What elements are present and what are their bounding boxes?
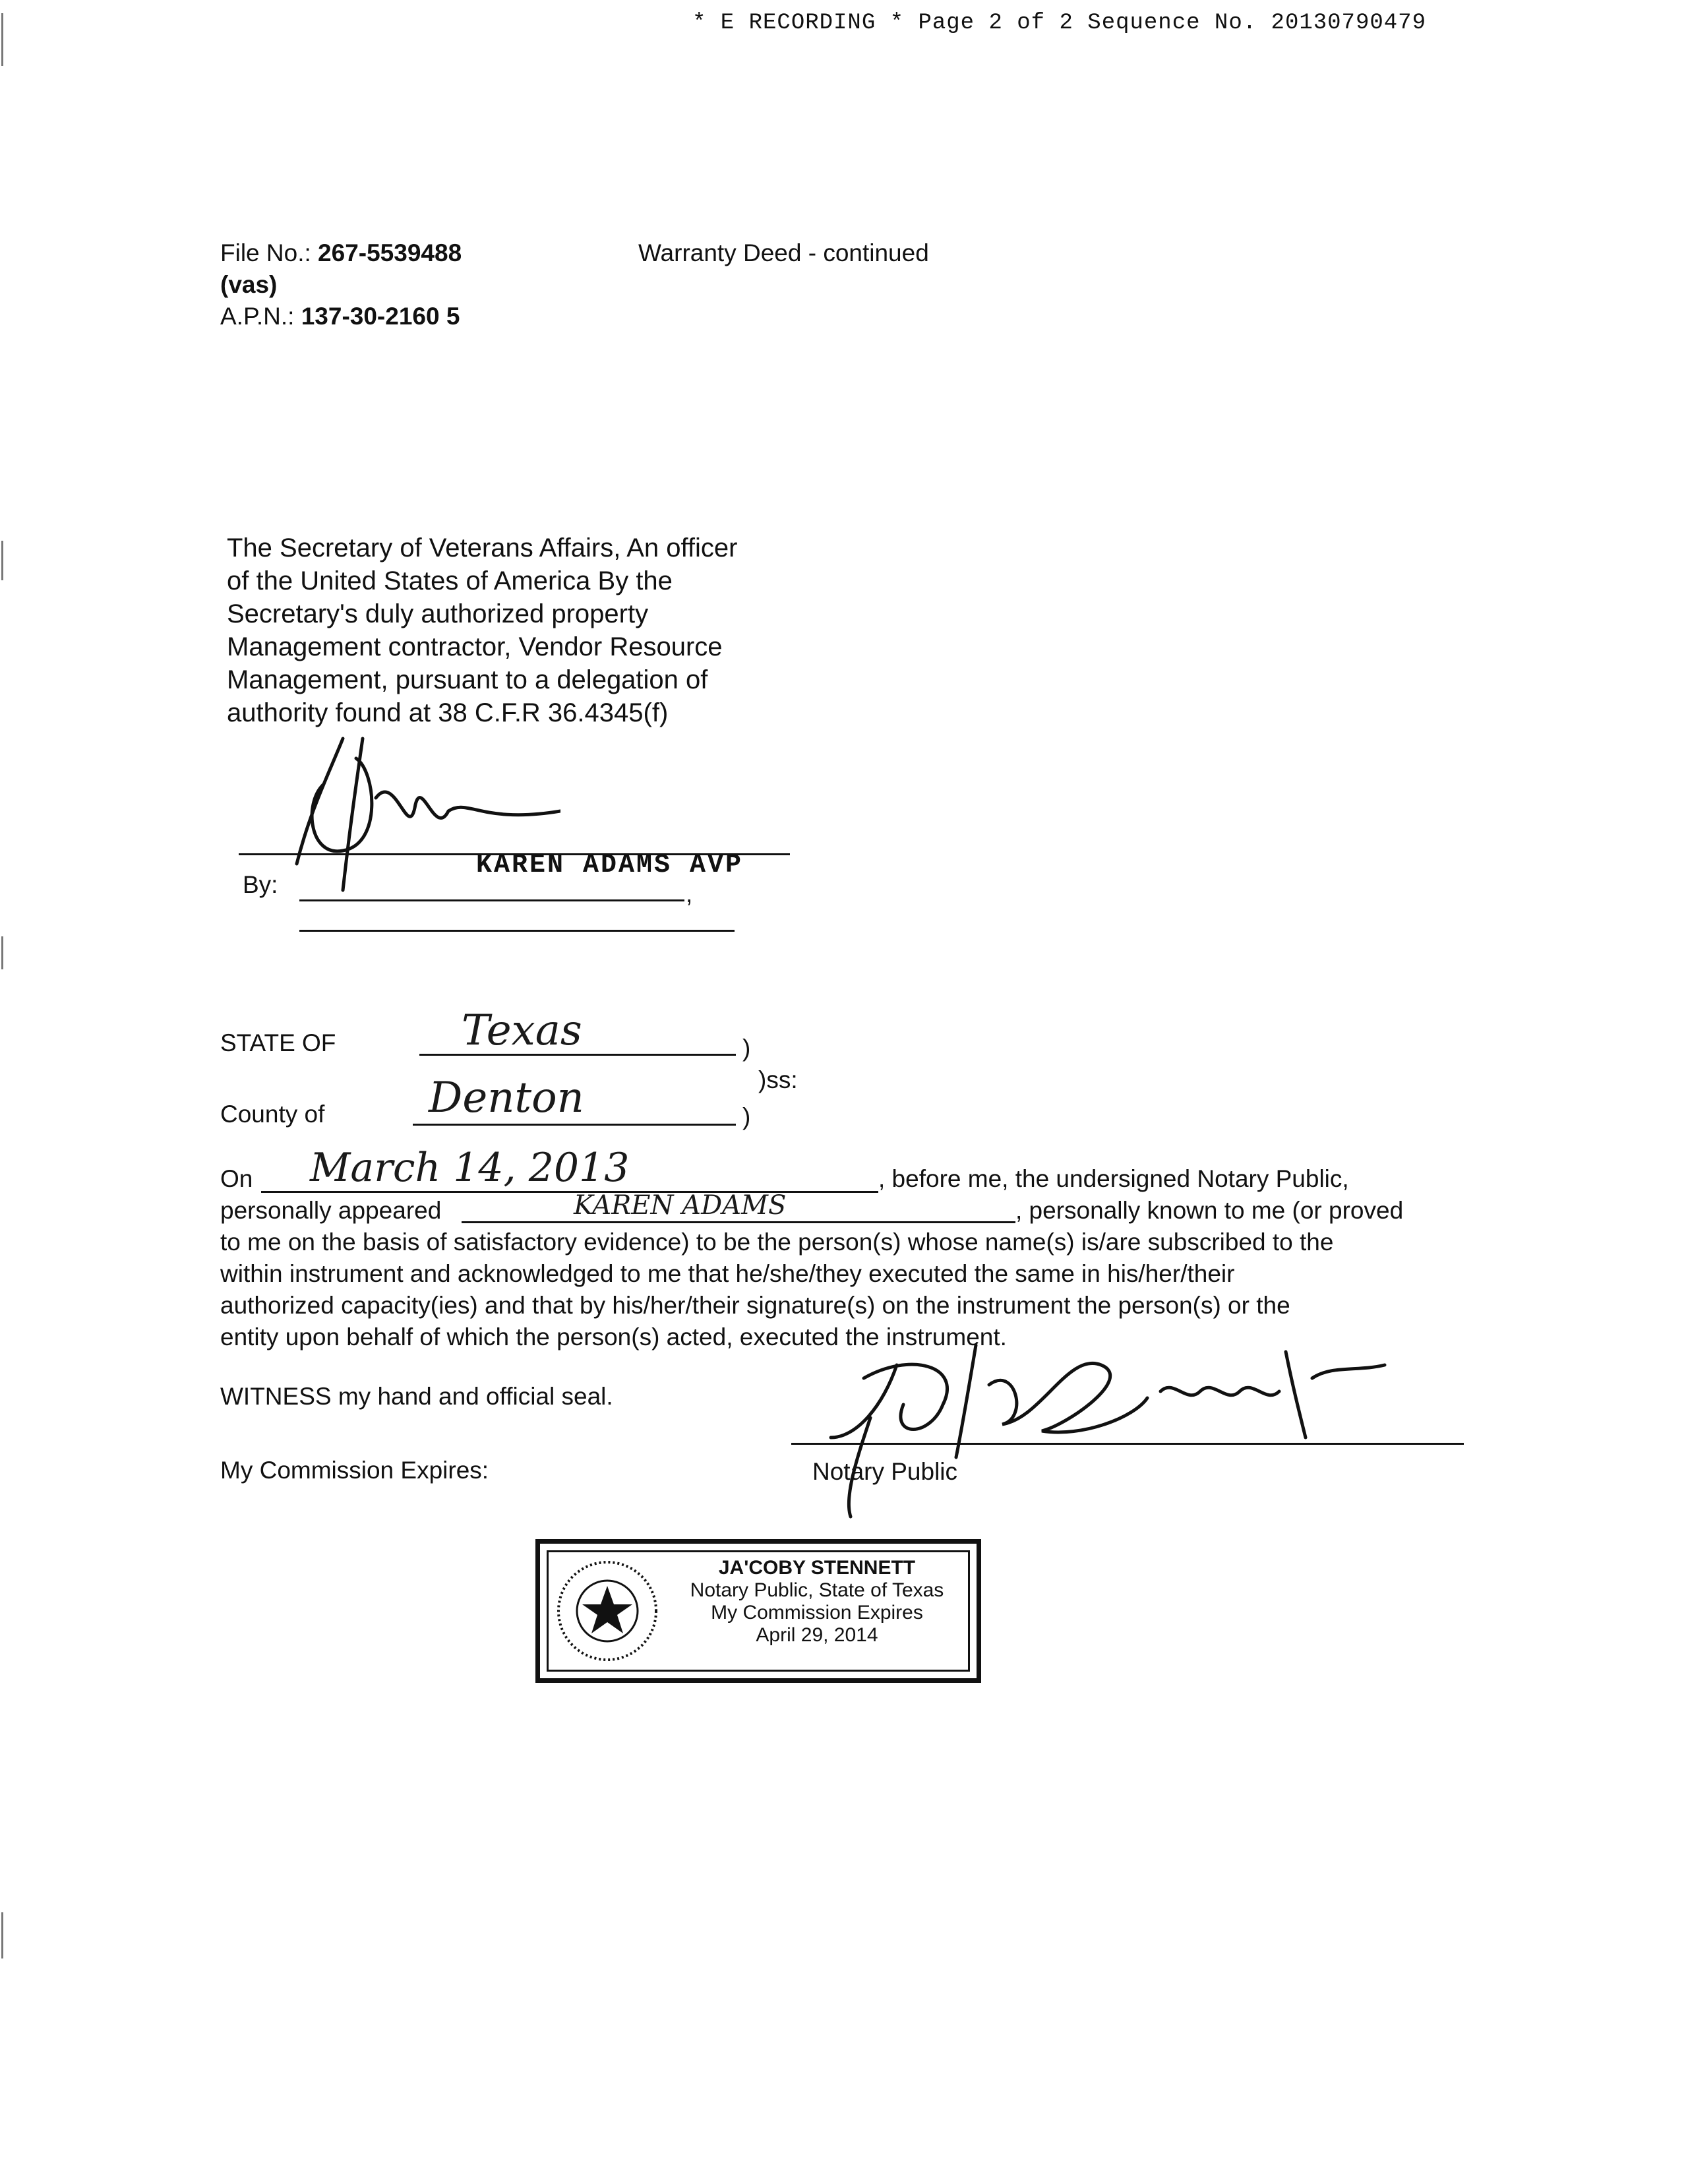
scan-edge-mark bbox=[1, 1912, 3, 1958]
acknowledgment-line: to me on the basis of satisfactory evidence) to be the person(s) whose name(s) is/are subscribed to the bbox=[220, 1228, 1334, 1256]
apn-label: A.P.N.: bbox=[220, 303, 295, 330]
county-label: County of bbox=[220, 1101, 325, 1128]
scan-edge-mark bbox=[1, 541, 3, 580]
state-paren: ) bbox=[742, 1035, 751, 1062]
seal-line-2: Notary Public, State of Texas bbox=[690, 1579, 944, 1601]
acknowledgment-line: entity upon behalf of which the person(s) acted, executed the instrument. bbox=[220, 1323, 1007, 1350]
notary-public-label: Notary Public bbox=[812, 1458, 958, 1485]
before-me-text: , before me, the undersigned Notary Public, bbox=[878, 1165, 1349, 1192]
seal-line-3: My Commission Expires bbox=[711, 1602, 923, 1623]
recording-header: * E RECORDING * Page 2 of 2 Sequence No. 20130790479 bbox=[692, 11, 1426, 36]
acknowledgment-line: authorized capacity(ies) and that by his/her/their signature(s) on the instrument the person(s) or the bbox=[220, 1292, 1290, 1319]
county-paren: ) bbox=[742, 1103, 751, 1130]
seal-line-4: April 29, 2014 bbox=[756, 1624, 878, 1646]
notary-signature-line bbox=[791, 1443, 1464, 1445]
title-underline bbox=[299, 930, 735, 932]
grantor-line: Management, pursuant to a delegation of bbox=[227, 665, 708, 694]
county-value: Denton bbox=[429, 1074, 584, 1122]
acknowledgment-line: within instrument and acknowledged to me that he/she/they executed the same in his/her/their bbox=[220, 1260, 1235, 1287]
appeared-name: KAREN ADAMS bbox=[574, 1190, 787, 1221]
file-no-label: File No.: bbox=[220, 239, 311, 266]
notary-seal-stamp bbox=[535, 1539, 981, 1683]
seal-text bbox=[672, 1557, 962, 1647]
by-comma: , bbox=[686, 880, 693, 907]
scan-edge-mark bbox=[1, 936, 3, 969]
file-no-row bbox=[220, 237, 462, 269]
grantor-line: Secretary's duly authorized property bbox=[227, 599, 649, 628]
by-label: By: bbox=[243, 871, 278, 898]
on-label: On bbox=[220, 1165, 253, 1192]
grantor-line: Management contractor, Vendor Resource bbox=[227, 632, 723, 661]
appeared-label: personally appeared bbox=[220, 1197, 442, 1224]
state-label: STATE OF bbox=[220, 1029, 336, 1056]
apn-value: 137-30-2160 5 bbox=[301, 303, 460, 330]
grantor-line: of the United States of America By the bbox=[227, 566, 673, 595]
grantor-line: The Secretary of Veterans Affairs, An officer bbox=[227, 533, 738, 562]
appeared-underline bbox=[462, 1221, 1015, 1223]
file-no-value: 267-5539488 bbox=[318, 239, 462, 266]
texas-star-seal-icon bbox=[555, 1558, 660, 1664]
notary-signature bbox=[791, 1325, 1437, 1523]
state-value: Texas bbox=[462, 1006, 582, 1055]
signer-name-stamp: KAREN ADAMS AVP bbox=[476, 851, 744, 880]
grantor-line: authority found at 38 C.F.R 36.4345(f) bbox=[227, 698, 669, 727]
grantor-block bbox=[227, 531, 738, 729]
known-text: , personally known to me (or proved bbox=[1015, 1197, 1404, 1224]
document-title: Warranty Deed - continued bbox=[638, 239, 929, 266]
state-underline bbox=[419, 1054, 736, 1056]
county-underline bbox=[413, 1124, 736, 1126]
acknowledgment-date: March 14, 2013 bbox=[310, 1145, 630, 1191]
file-initials: (vas) bbox=[220, 271, 278, 298]
apn-row bbox=[220, 301, 460, 332]
by-underline bbox=[299, 899, 684, 901]
witness-text: WITNESS my hand and official seal. bbox=[220, 1383, 613, 1410]
seal-notary-name: JA'COBY STENNETT bbox=[718, 1557, 916, 1579]
ss-mark: )ss: bbox=[758, 1066, 798, 1093]
scan-edge-mark bbox=[1, 13, 3, 66]
commission-label: My Commission Expires: bbox=[220, 1457, 489, 1484]
